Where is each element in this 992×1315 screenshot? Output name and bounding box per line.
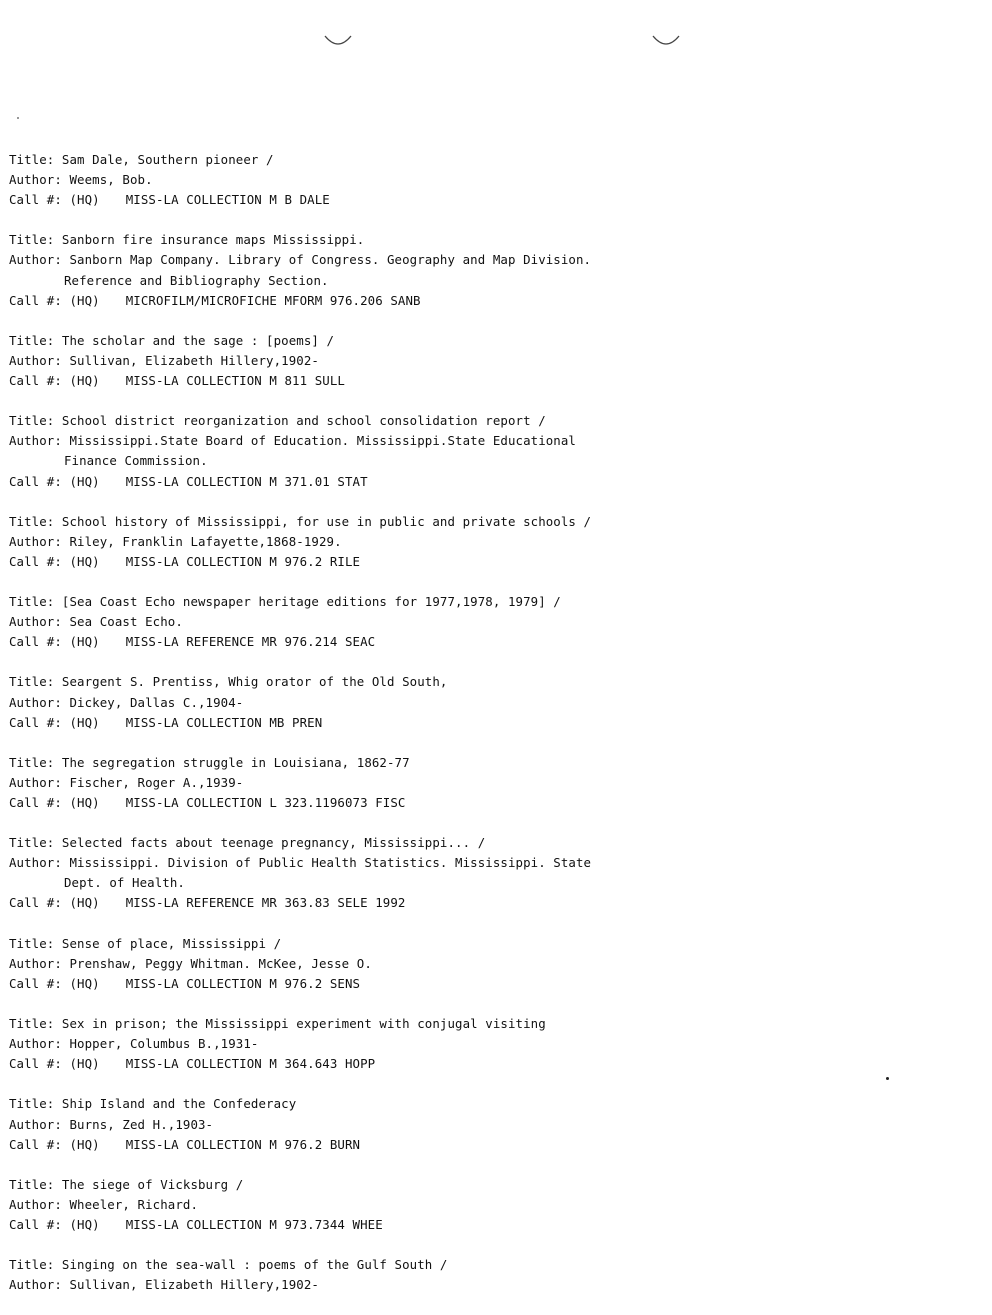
catalog-record: [9, 411, 969, 491]
record-call-line: [9, 291, 969, 311]
catalog-record-list: [9, 150, 969, 1315]
record-author-line: [9, 1034, 969, 1054]
record-call-number: MISS-LA COLLECTION M 976.2 SENS: [125, 975, 361, 991]
call-label: Call #:: [9, 192, 62, 208]
record-call-line: [9, 371, 969, 391]
call-label: Call #:: [9, 373, 62, 389]
record-author-line: [9, 954, 969, 974]
catalog-record: [9, 150, 969, 210]
author-label: Author:: [9, 855, 62, 871]
call-label: Call #:: [9, 292, 62, 308]
author-label: Author:: [9, 614, 62, 630]
binder-hole-mark-left: [324, 30, 352, 48]
record-author: Hopper, Columbus B.,1931-: [69, 1036, 259, 1052]
author-label: Author:: [9, 533, 62, 549]
record-call-number: MISS-LA COLLECTION MB PREN: [125, 714, 323, 730]
title-label: Title:: [9, 594, 55, 610]
record-title-line: [9, 1255, 969, 1275]
record-title-line: [9, 150, 969, 170]
record-author-line: [9, 612, 969, 632]
record-author: Sanborn Map Company. Library of Congress. Geography and Map Division.: [69, 252, 592, 268]
record-call-number: MISS-LA REFERENCE MR 976.214 SEAC: [125, 634, 376, 650]
author-label: Author:: [9, 252, 62, 268]
author-label: Author:: [9, 433, 62, 449]
record-call-number: MISS-LA COLLECTION M 364.643 HOPP: [125, 1056, 376, 1072]
record-author-line: [9, 773, 969, 793]
catalog-record: [9, 1255, 969, 1295]
scan-speck: [17, 117, 19, 119]
record-author: Burns, Zed H.,1903-: [69, 1116, 214, 1132]
record-title: Sex in prison; the Mississippi experiment with conjugal visiting: [61, 1016, 546, 1032]
record-location: (HQ): [69, 192, 100, 208]
title-label: Title:: [9, 835, 55, 851]
title-label: Title:: [9, 232, 55, 248]
record-title: School district reorganization and school consolidation report /: [61, 413, 546, 429]
record-title-line: [9, 1014, 969, 1034]
author-label: Author:: [9, 352, 62, 368]
title-label: Title:: [9, 332, 55, 348]
call-label: Call #:: [9, 1056, 62, 1072]
record-call-number: MISS-LA COLLECTION M B DALE: [125, 192, 330, 208]
call-label: Call #:: [9, 1216, 62, 1232]
record-call-line: [9, 1215, 969, 1235]
record-call-line: [9, 713, 969, 733]
author-label: Author:: [9, 1196, 62, 1212]
record-author: Wheeler, Richard.: [69, 1196, 199, 1212]
record-location: (HQ): [69, 1056, 100, 1072]
record-title-line: [9, 411, 969, 431]
record-author: Sullivan, Elizabeth Hillery,1902-: [69, 352, 319, 368]
catalog-record: [9, 230, 969, 310]
record-call-number: MISS-LA COLLECTION M 976.2 BURN: [125, 1136, 361, 1152]
record-title-line: [9, 934, 969, 954]
record-title-line: [9, 1094, 969, 1114]
record-title: The scholar and the sage : [poems] /: [61, 332, 335, 348]
record-call-number: MISS-LA COLLECTION M 973.7344 WHEE: [125, 1216, 383, 1232]
call-label: Call #:: [9, 473, 62, 489]
catalog-record: [9, 512, 969, 572]
record-call-number: MISS-LA COLLECTION M 976.2 RILE: [125, 553, 361, 569]
record-author: Mississippi. Division of Public Health Statistics. Mississippi. State: [69, 855, 592, 871]
record-title: School history of Mississippi, for use in public and private schools /: [61, 513, 592, 529]
catalog-record: [9, 753, 969, 813]
call-label: Call #:: [9, 1136, 62, 1152]
record-location: (HQ): [69, 795, 100, 810]
call-label: Call #:: [9, 634, 62, 650]
record-title-line: [9, 230, 969, 250]
record-call-number: MISS-LA COLLECTION L 323.1196073 FISC: [125, 795, 406, 810]
record-title: The siege of Vicksburg /: [61, 1176, 244, 1192]
record-author: Sullivan, Elizabeth Hillery,1902-: [69, 1277, 319, 1293]
catalog-record: [9, 1175, 969, 1235]
record-call-line: [9, 974, 969, 994]
catalog-record: [9, 833, 969, 913]
record-author-line: [9, 853, 969, 873]
record-author-line: [9, 250, 969, 270]
record-author-line: [9, 693, 969, 713]
title-label: Title:: [9, 674, 55, 690]
record-author-line: [9, 431, 969, 451]
record-location: (HQ): [69, 634, 100, 650]
record-call-line: [9, 793, 969, 813]
record-author-continuation: Dept. of Health.: [64, 875, 185, 891]
title-label: Title:: [9, 1016, 55, 1032]
record-author: Prenshaw, Peggy Whitman. McKee, Jesse O.: [69, 955, 372, 971]
title-label: Title:: [9, 152, 55, 167]
record-title: Sense of place, Mississippi /: [61, 935, 282, 951]
record-call-line: [9, 190, 969, 210]
record-call-number: MISS-LA COLLECTION M 371.01 STAT: [125, 473, 368, 489]
record-author-line: [9, 170, 969, 190]
record-author: Weems, Bob.: [69, 172, 153, 188]
title-label: Title:: [9, 413, 55, 429]
record-author-continuation: Finance Commission.: [64, 453, 208, 469]
record-author-line: [9, 1275, 969, 1295]
catalog-record: [9, 672, 969, 732]
record-title: Seargent S. Prentiss, Whig orator of the Old South,: [61, 674, 448, 690]
record-call-line: [9, 552, 969, 572]
record-author: Dickey, Dallas C.,1904-: [69, 694, 244, 710]
record-title-line: [9, 753, 969, 773]
record-location: (HQ): [69, 473, 100, 489]
author-label: Author:: [9, 955, 62, 971]
record-author-line: [9, 532, 969, 552]
author-label: Author:: [9, 172, 62, 188]
author-label: Author:: [9, 694, 62, 710]
record-title: Sanborn fire insurance maps Mississippi.: [61, 232, 365, 248]
record-title-line: [9, 672, 969, 692]
call-label: Call #:: [9, 975, 62, 991]
record-title: The segregation struggle in Louisiana, 1862-77: [61, 754, 410, 770]
record-title: Ship Island and the Confederacy: [61, 1096, 297, 1112]
record-author-line: [9, 1195, 969, 1215]
record-call-line: [9, 1054, 969, 1074]
author-label: Author:: [9, 1036, 62, 1052]
call-label: Call #:: [9, 553, 62, 569]
record-location: (HQ): [69, 373, 100, 389]
author-label: Author:: [9, 1116, 62, 1132]
record-location: (HQ): [69, 292, 100, 308]
title-label: Title:: [9, 1257, 55, 1273]
record-author: Fischer, Roger A.,1939-: [69, 774, 244, 790]
record-title-line: [9, 331, 969, 351]
record-title: Selected facts about teenage pregnancy, Mississippi... /: [61, 835, 486, 851]
record-call-number: MISS-LA REFERENCE MR 363.83 SELE 1992: [125, 895, 406, 911]
record-location: (HQ): [69, 714, 100, 730]
catalog-record: [9, 1094, 969, 1154]
record-author-line: [9, 351, 969, 371]
record-author-line: [9, 1115, 969, 1135]
record-author: Riley, Franklin Lafayette,1868-1929.: [69, 533, 342, 549]
record-title-line: [9, 833, 969, 853]
title-label: Title:: [9, 1176, 55, 1192]
record-location: (HQ): [69, 975, 100, 991]
record-call-line: [9, 632, 969, 652]
catalog-record: [9, 1014, 969, 1074]
record-location: (HQ): [69, 1216, 100, 1232]
record-call-number: MICROFILM/MICROFICHE MFORM 976.206 SANB: [125, 292, 421, 308]
record-call-number: MISS-LA COLLECTION M 811 SULL: [125, 373, 345, 389]
record-location: (HQ): [69, 1136, 100, 1152]
record-title: [Sea Coast Echo newspaper heritage editions for 1977,1978, 1979] /: [61, 594, 561, 610]
catalog-record: [9, 331, 969, 391]
record-author: Sea Coast Echo.: [69, 614, 183, 630]
call-label: Call #:: [9, 714, 62, 730]
author-label: Author:: [9, 774, 62, 790]
title-label: Title:: [9, 754, 55, 770]
record-title-line: [9, 592, 969, 612]
call-label: Call #:: [9, 895, 62, 911]
record-title: Sam Dale, Southern pioneer /: [61, 152, 274, 167]
title-label: Title:: [9, 513, 55, 529]
record-author-continuation: Reference and Bibliography Section.: [64, 272, 329, 288]
record-author: Mississippi.State Board of Education. Mississippi.State Educational: [69, 433, 576, 449]
record-location: (HQ): [69, 895, 100, 911]
record-call-line: [9, 472, 969, 492]
call-label: Call #:: [9, 795, 62, 810]
record-title: Singing on the sea-wall : poems of the Gulf South /: [61, 1257, 448, 1273]
record-call-line: [9, 1135, 969, 1155]
title-label: Title:: [9, 1096, 55, 1112]
binder-hole-mark-right: [652, 30, 680, 48]
author-label: Author:: [9, 1277, 62, 1293]
record-title-line: [9, 1175, 969, 1195]
catalog-record: [9, 934, 969, 994]
record-call-line: [9, 893, 969, 913]
catalog-record: [9, 592, 969, 652]
title-label: Title:: [9, 935, 55, 951]
record-title-line: [9, 512, 969, 532]
record-location: (HQ): [69, 553, 100, 569]
